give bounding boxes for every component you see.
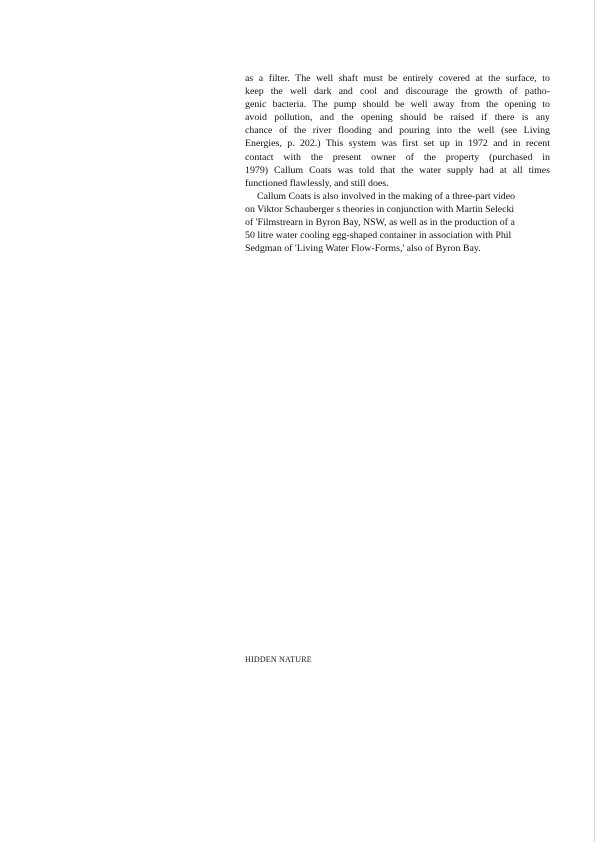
text-line: functioned flawlessly, and still does.: [245, 177, 389, 189]
paragraph-1: [245, 72, 550, 190]
text-line: avoid pollution, and the opening should be raised if there is any: [245, 112, 550, 124]
text-line: on Viktor Schauberger s theories in conjunction with Martin Selecki: [245, 203, 515, 215]
running-footer: HIDDEN NATURE: [245, 655, 312, 664]
text-line: as a filter. The well shaft must be entirely covered at the surface, to: [245, 73, 550, 84]
text-line: Energies, p. 202.) This system was first set up in 1972 and in recent: [245, 138, 550, 150]
text-line: Callum Coats is also involved in the making of a three-part video: [257, 190, 516, 202]
text-line: genic bacteria. The pump should be well away from the opening to: [245, 99, 550, 111]
text-line: keep the well dark and cool and discourage the growth of patho-: [245, 86, 550, 98]
text-line: of 'Filmstrearn in Byron Bay, NSW, as well as in the production of a: [245, 217, 515, 229]
text-line: 50 litre water cooling egg-shaped container in association with Phil: [245, 230, 512, 242]
text-line: chance of the river flooding and pouring into the well (see Living: [245, 125, 550, 137]
text-line: 1979) Callum Coats was told that the water supply had at all times: [245, 164, 550, 176]
text-line: contact with the present owner of the property (purchased in: [245, 151, 550, 163]
paragraph-2: [245, 190, 550, 255]
body-text: [245, 72, 550, 255]
text-line: Sedgman of 'Living Water Flow-Forms,' also of Byron Bay.: [245, 243, 481, 255]
